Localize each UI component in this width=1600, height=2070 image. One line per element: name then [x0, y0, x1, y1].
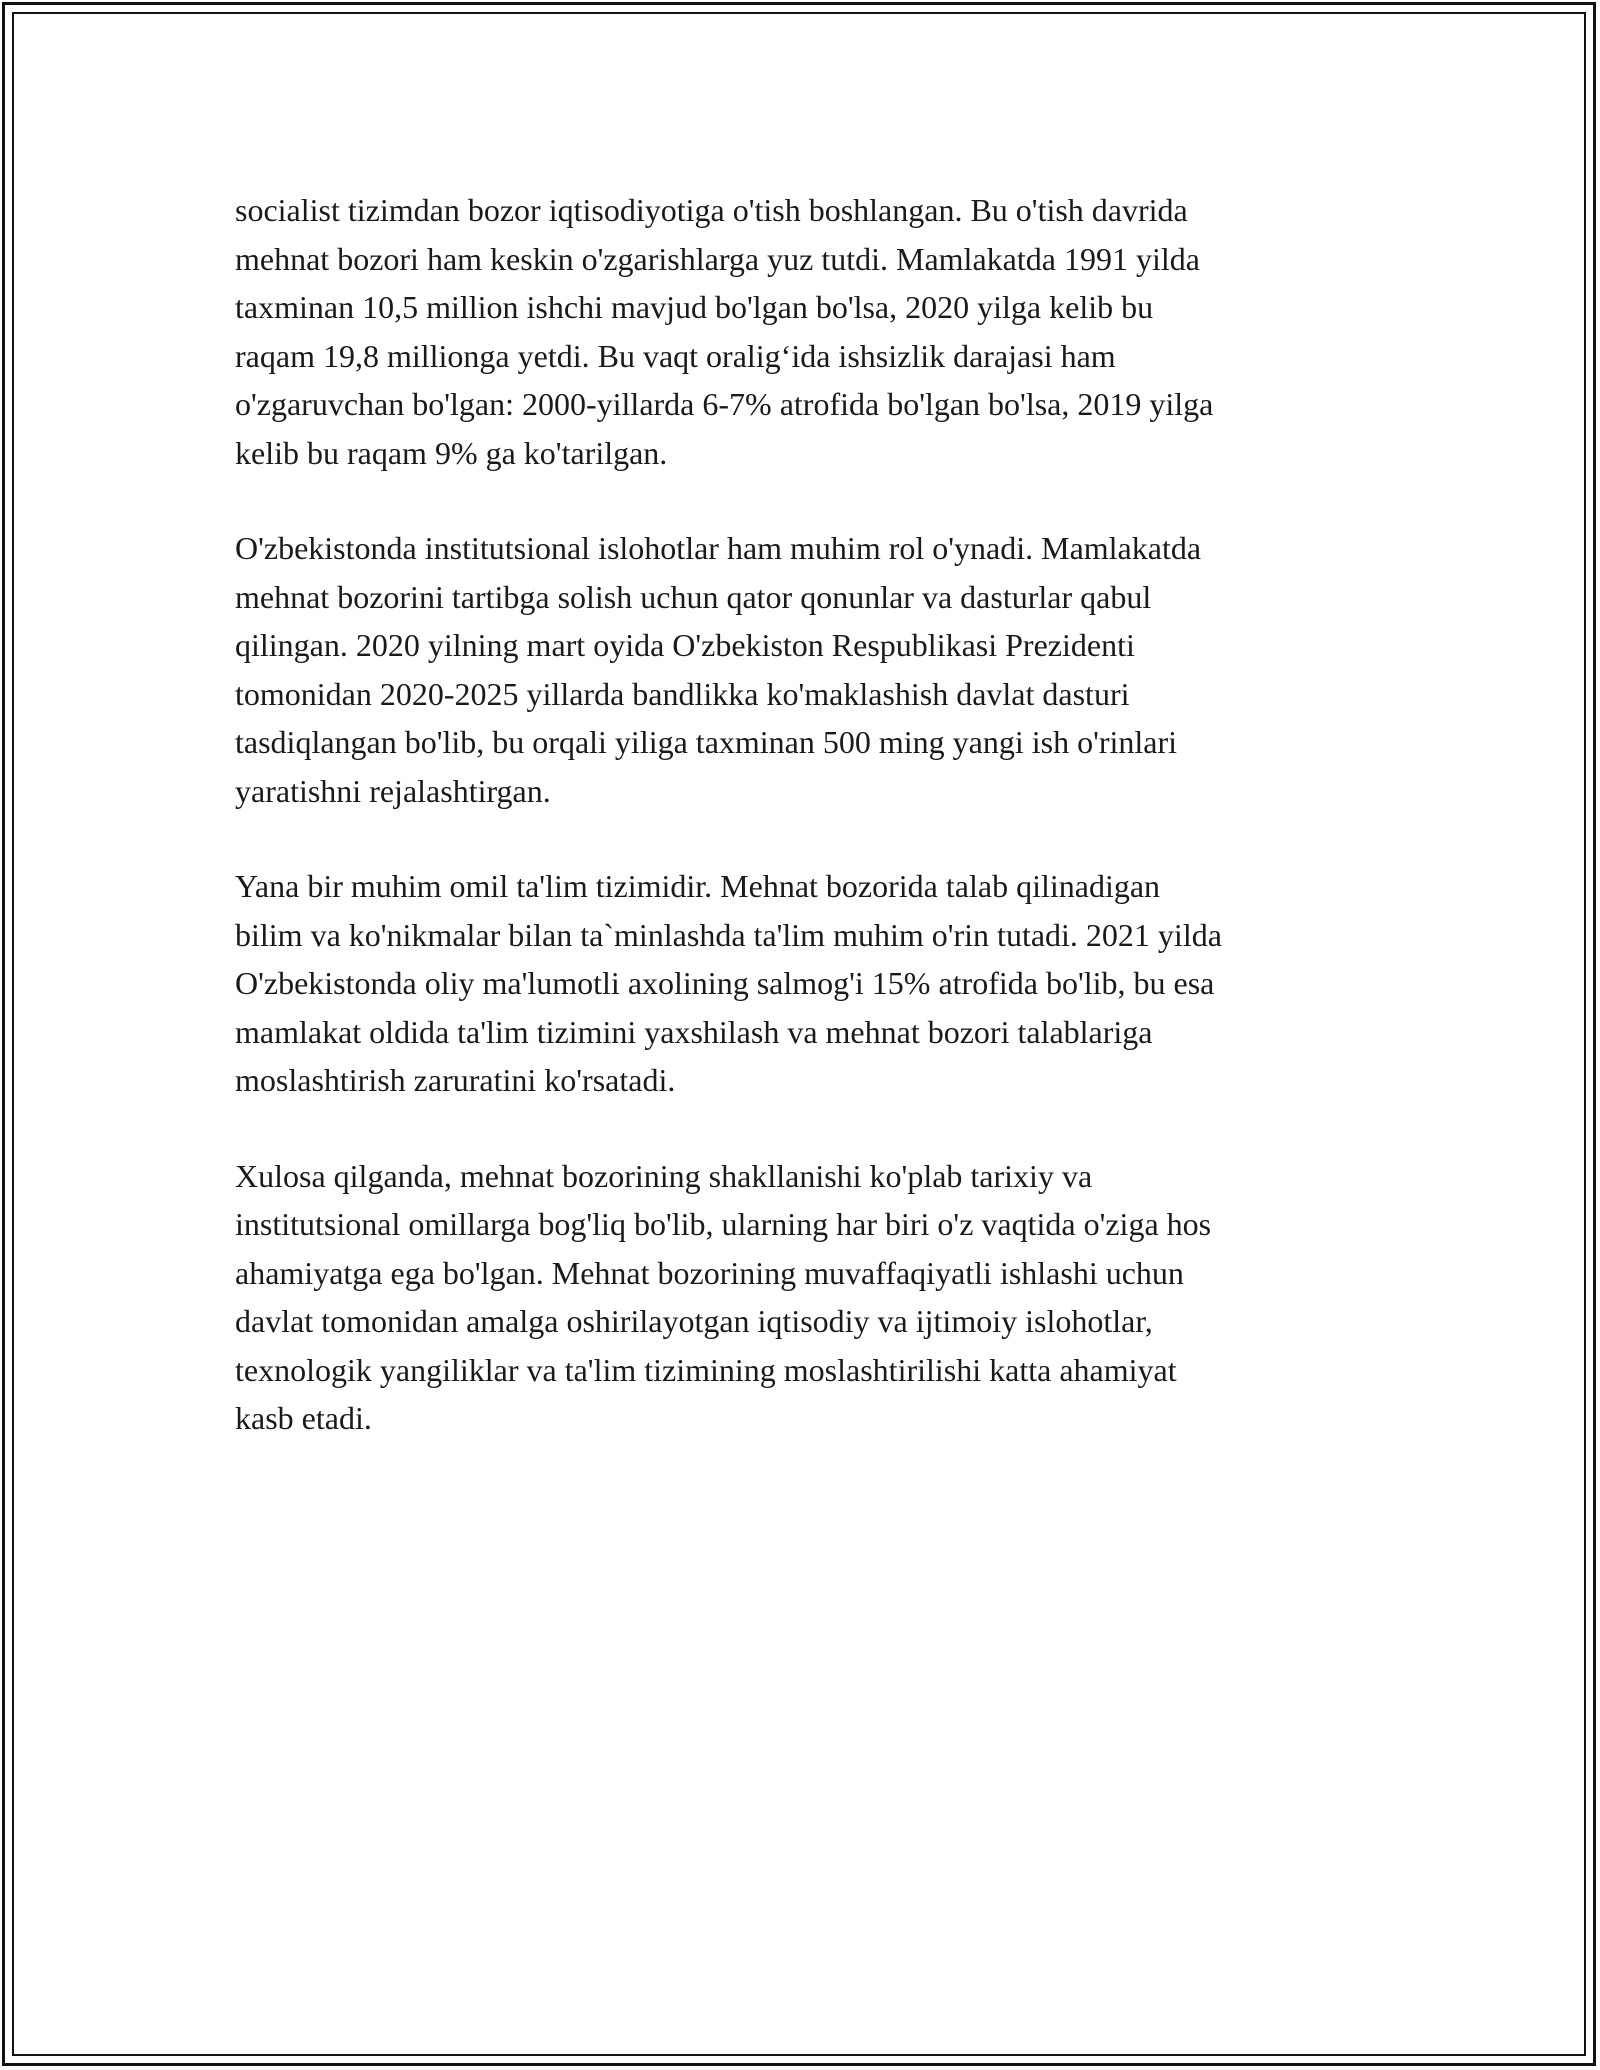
paragraph-labor-market-transition [235, 186, 1385, 477]
text-line: texnologik yangiliklar va ta'lim tizimining moslashtirilishi katta ahamiyat [235, 1351, 1177, 1388]
text-line: mehnat bozori ham keskin o'zgarishlarga yuz tutdi. Mamlakatda 1991 yilda [235, 240, 1200, 277]
text-line: mamlakat oldida ta'lim tizimini yaxshilash va mehnat bozori talablariga [235, 1013, 1153, 1050]
text-line: Yana bir muhim omil ta'lim tizimidir. Mehnat bozorida talab qilinadigan [235, 868, 1161, 904]
text-line: yaratishni rejalashtirgan. [235, 772, 551, 809]
paragraph-conclusion [235, 1152, 1385, 1443]
text-line: raqam 19,8 millionga yetdi. Bu vaqt oralig‘ida ishsizlik darajasi ham [235, 337, 1116, 374]
text-line: O'zbekistonda institutsional islohotlar ham muhim rol o'ynadi. Mamlakatda [235, 530, 1202, 566]
document-body [235, 186, 1385, 1490]
text-line: taxminan 10,5 million ishchi mavjud bo'lgan bo'lsa, 2020 yilga kelib bu [235, 289, 1154, 325]
text-line: davlat tomonidan amalga oshirilayotgan iqtisodiy va ijtimoiy islohotlar, [235, 1303, 1153, 1339]
text-line: o'zgaruvchan bo'lgan: 2000-yillarda 6-7% atrofida bo'lgan bo'lsa, 2019 yilga [235, 386, 1214, 422]
text-line: tasdiqlangan bo'lib, bu orqali yiliga taxminan 500 ming yangi ish o'rinlari [235, 724, 1178, 760]
text-line: kelib bu raqam 9% ga ko'tarilgan. [235, 434, 668, 471]
paragraph-institutional-reforms [235, 524, 1385, 815]
text-line: tomonidan 2020-2025 yillarda bandlikka ko'maklashish davlat dasturi [235, 675, 1130, 712]
text-line: moslashtirish zaruratini ko'rsatadi. [235, 1062, 676, 1098]
text-line: institutsional omillarga bog'liq bo'lib, ularning har biri o'z vaqtida o'ziga hos [235, 1206, 1212, 1242]
text-line: qilingan. 2020 yilning mart oyida O'zbekiston Respublikasi Prezidenti [235, 627, 1135, 663]
paragraph-education-system [235, 862, 1385, 1105]
text-line: ahamiyatga ega bo'lgan. Mehnat bozorining muvaffaqiyatli ishlashi uchun [235, 1254, 1184, 1291]
text-line: bilim va ko'nikmalar bilan ta`minlashda ta'lim muhim o'rin tutadi. 2021 yilda [235, 916, 1222, 953]
text-line: kasb etadi. [235, 1400, 372, 1436]
text-line: Xulosa qilganda, mehnat bozorining shakllanishi ko'plab tarixiy va [235, 1157, 1093, 1194]
text-line: O'zbekistonda oliy ma'lumotli axolining salmog'i 15% atrofida bo'lib, bu esa [235, 965, 1215, 1001]
text-line: socialist tizimdan bozor iqtisodiyotiga o'tish boshlangan. Bu o'tish davrida [235, 192, 1188, 228]
text-line: mehnat bozorini tartibga solish uchun qator qonunlar va dasturlar qabul [235, 578, 1152, 615]
